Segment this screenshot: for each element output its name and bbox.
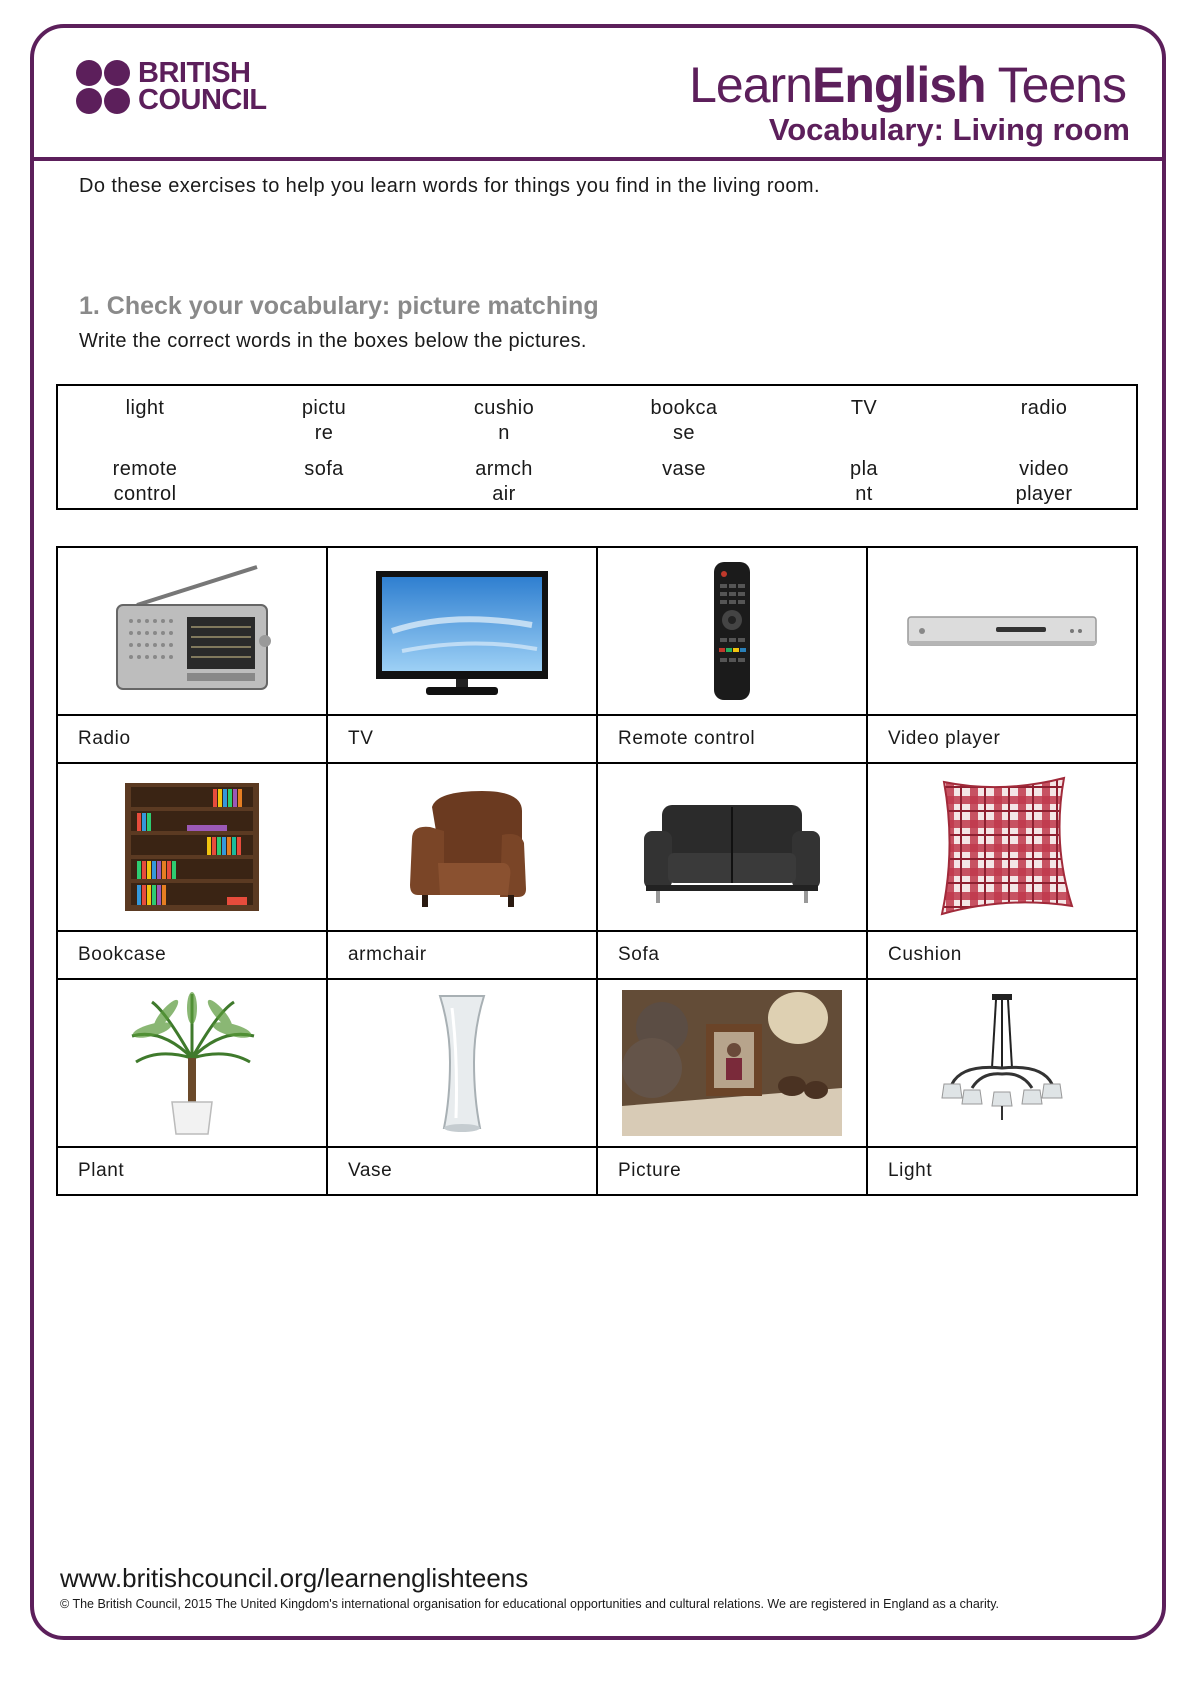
remote-control-image	[597, 547, 867, 715]
word-bank-item: pictu re	[301, 397, 347, 444]
answer-box-12[interactable]: Light	[867, 1147, 1137, 1195]
word-bank-item: remote control	[112, 458, 178, 505]
british-council-dots-icon	[76, 60, 130, 114]
picture-matching-table	[56, 546, 1138, 1196]
page-title: Vocabulary: Living room	[768, 112, 1130, 147]
answer-box-5[interactable]: Bookcase	[57, 931, 327, 979]
answer-box-7[interactable]: Sofa	[597, 931, 867, 979]
answer-box-10[interactable]: Vase	[327, 1147, 597, 1195]
word-bank-item: vase	[662, 458, 706, 480]
word-bank-item: bookca se	[650, 397, 718, 444]
vase-image	[327, 979, 597, 1147]
word-bank-item: light	[125, 397, 165, 419]
brand-line-2: COUNCIL	[138, 84, 267, 116]
answer-box-6[interactable]: armchair	[327, 931, 597, 979]
word-bank-item: pla nt	[850, 458, 878, 505]
picture-image	[597, 979, 867, 1147]
answer-box-2[interactable]: TV	[327, 715, 597, 763]
british-council-logo	[76, 57, 267, 116]
footer-url[interactable]: www.britishcouncil.org/learnenglishteens	[60, 1563, 529, 1593]
word-bank-item: TV	[850, 397, 878, 419]
learnenglish-teens-logo: LearnEnglish Teens	[689, 57, 1126, 113]
word-bank-item: video player	[1015, 458, 1073, 505]
light-image	[867, 979, 1137, 1147]
radio-image	[57, 547, 327, 715]
armchair-image	[327, 763, 597, 931]
plant-image	[57, 979, 327, 1147]
section-title: 1. Check your vocabulary: picture matching	[79, 292, 599, 320]
answer-box-4[interactable]: Video player	[867, 715, 1137, 763]
answer-box-1[interactable]: Radio	[57, 715, 327, 763]
brand-line-1: BRITISH	[138, 57, 251, 89]
tv-image	[327, 547, 597, 715]
answer-box-9[interactable]: Plant	[57, 1147, 327, 1195]
word-bank-item: sofa	[304, 458, 344, 480]
bookcase-image	[57, 763, 327, 931]
answer-box-11[interactable]: Picture	[597, 1147, 867, 1195]
sofa-image	[597, 763, 867, 931]
instructions-text: Write the correct words in the boxes below the pictures.	[79, 330, 587, 352]
video-player-image	[867, 547, 1137, 715]
answer-box-8[interactable]: Cushion	[867, 931, 1137, 979]
word-bank	[56, 384, 1138, 510]
word-bank-item: radio	[1020, 397, 1068, 419]
intro-text: Do these exercises to help you learn words for things you find in the living room.	[79, 175, 820, 197]
header-divider	[30, 157, 1166, 161]
answer-box-3[interactable]: Remote control	[597, 715, 867, 763]
word-bank-item: cushio n	[473, 397, 535, 444]
cushion-image	[867, 763, 1137, 931]
word-bank-item: armch air	[475, 458, 533, 505]
footer-copyright: © The British Council, 2015 The United Kingdom's international organisation for educational opportunities and cultural relations. We are registered in England as a charity.	[60, 1597, 999, 1611]
